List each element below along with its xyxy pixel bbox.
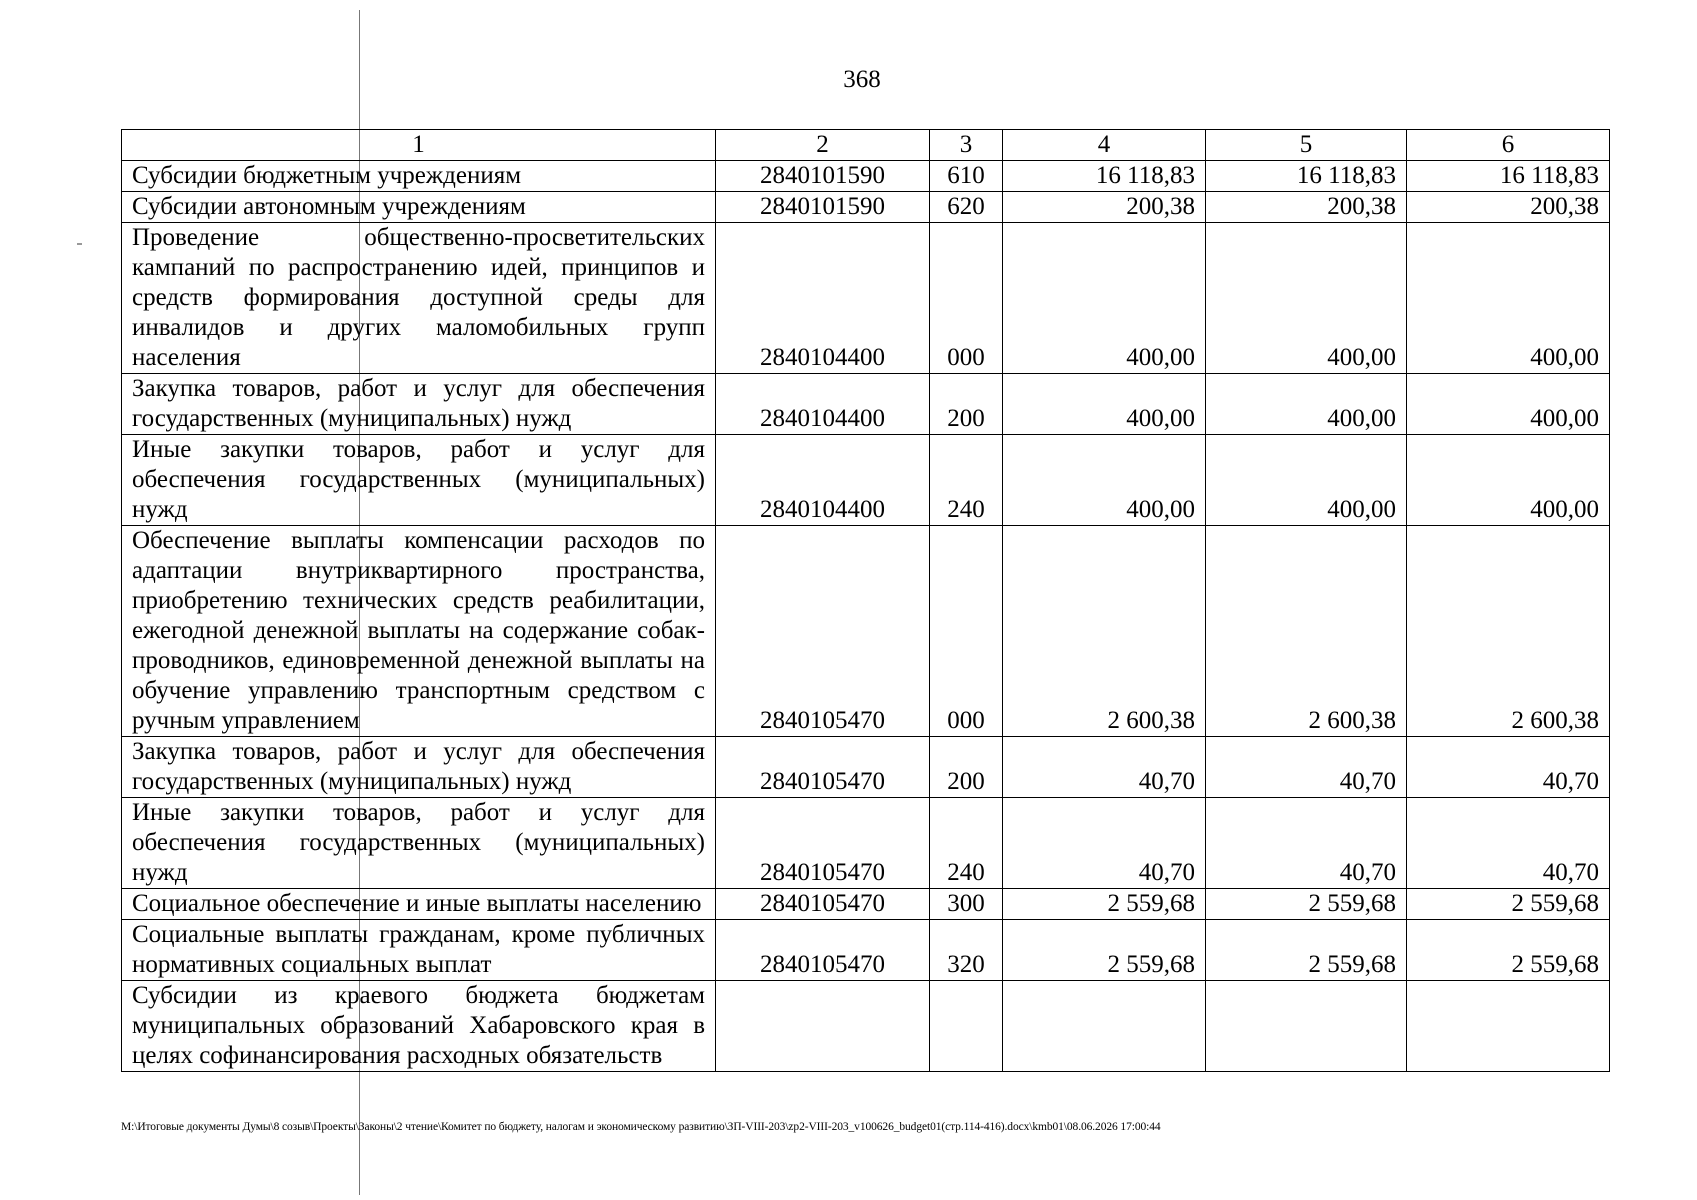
row-name-cell: Иные закупки товаров, работ и услуг для обеспечения государственных (муниципальных) нужд xyxy=(122,798,716,889)
amount-col6-cell: 400,00 xyxy=(1407,223,1610,374)
amount-col4-cell: 16 118,83 xyxy=(1003,161,1206,192)
table-row xyxy=(122,192,1610,223)
target-code-cell: 2840101590 xyxy=(716,161,930,192)
amount-col4-cell: 2 559,68 xyxy=(1003,889,1206,920)
row-name-cell: Субсидии автономным учреждениям xyxy=(122,192,716,223)
amount-col6-cell xyxy=(1407,981,1610,1072)
target-code-cell: 2840105470 xyxy=(716,526,930,737)
amount-col5-cell: 2 559,68 xyxy=(1206,920,1407,981)
amount-col6-cell: 200,38 xyxy=(1407,192,1610,223)
target-code-cell: 2840104400 xyxy=(716,223,930,374)
page-number: 368 xyxy=(843,66,881,93)
table-row xyxy=(122,798,1610,889)
amount-col4-cell: 400,00 xyxy=(1003,374,1206,435)
column-header: 3 xyxy=(930,130,1003,161)
target-code-cell: 2840105470 xyxy=(716,798,930,889)
expense-type-cell xyxy=(930,981,1003,1072)
amount-col4-cell: 400,00 xyxy=(1003,435,1206,526)
expense-type-cell: 240 xyxy=(930,435,1003,526)
amount-col5-cell: 200,38 xyxy=(1206,192,1407,223)
table-row xyxy=(122,161,1610,192)
amount-col6-cell: 40,70 xyxy=(1407,737,1610,798)
amount-col5-cell: 2 600,38 xyxy=(1206,526,1407,737)
amount-col5-cell: 40,70 xyxy=(1206,798,1407,889)
amount-col6-cell: 2 559,68 xyxy=(1407,889,1610,920)
amount-col4-cell xyxy=(1003,981,1206,1072)
amount-col5-cell xyxy=(1206,981,1407,1072)
amount-col4-cell: 200,38 xyxy=(1003,192,1206,223)
amount-col5-cell: 400,00 xyxy=(1206,435,1407,526)
expense-type-cell: 000 xyxy=(930,526,1003,737)
expense-type-cell: 240 xyxy=(930,798,1003,889)
amount-col5-cell: 40,70 xyxy=(1206,737,1407,798)
target-code-cell: 2840105470 xyxy=(716,737,930,798)
table-row xyxy=(122,737,1610,798)
file-path-footer: M:\Итоговые документы Думы\8 созыв\Проекты\Законы\2 чтение\Комитет по бюджету, налогам и экономическому развитию\ЗП-VIII-203\zp2-VIII-203_v100626_budget01(стр.114-416).docx\kmb01\08.06.2026 17:00:44 xyxy=(121,1121,1161,1133)
row-name-cell: Обеспечение выплаты компенсации расходов по адаптации внутриквартирного пространства, приобретению технических средств реабилитации, ежегодной денежной выплаты на содержание собак-проводников, единовременной денежной выплаты на обучение управлению транспортным средством с ручным управлением xyxy=(122,526,716,737)
amount-col6-cell: 400,00 xyxy=(1407,374,1610,435)
table-row xyxy=(122,435,1610,526)
expense-type-cell: 610 xyxy=(930,161,1003,192)
row-name-cell: Социальное обеспечение и иные выплаты населению xyxy=(122,889,716,920)
target-code-cell: 2840105470 xyxy=(716,920,930,981)
amount-col4-cell: 2 600,38 xyxy=(1003,526,1206,737)
amount-col6-cell: 2 559,68 xyxy=(1407,920,1610,981)
row-name-cell: Проведение общественно-просветительских кампаний по распространению идей, принципов и средств формирования доступной среды для инвалидов и других маломобильных групп населения xyxy=(122,223,716,374)
expense-type-cell: 320 xyxy=(930,920,1003,981)
table-row xyxy=(122,920,1610,981)
amount-col5-cell: 16 118,83 xyxy=(1206,161,1407,192)
row-name-cell: Субсидии бюджетным учреждениям xyxy=(122,161,716,192)
scan-artifact-dot xyxy=(77,243,82,245)
amount-col5-cell: 400,00 xyxy=(1206,374,1407,435)
table-row xyxy=(122,223,1610,374)
amount-col6-cell: 40,70 xyxy=(1407,798,1610,889)
column-header: 2 xyxy=(716,130,930,161)
amount-col6-cell: 2 600,38 xyxy=(1407,526,1610,737)
amount-col6-cell: 400,00 xyxy=(1407,435,1610,526)
expense-type-cell: 000 xyxy=(930,223,1003,374)
row-name-cell: Закупка товаров, работ и услуг для обеспечения государственных (муниципальных) нужд xyxy=(122,374,716,435)
target-code-cell: 2840105470 xyxy=(716,889,930,920)
budget-table xyxy=(121,129,1610,1072)
column-header: 1 xyxy=(122,130,716,161)
amount-col6-cell: 16 118,83 xyxy=(1407,161,1610,192)
table-row xyxy=(122,981,1610,1072)
target-code-cell: 2840101590 xyxy=(716,192,930,223)
target-code-cell: 2840104400 xyxy=(716,374,930,435)
column-header: 4 xyxy=(1003,130,1206,161)
expense-type-cell: 620 xyxy=(930,192,1003,223)
expense-type-cell: 200 xyxy=(930,374,1003,435)
table-row xyxy=(122,889,1610,920)
row-name-cell: Закупка товаров, работ и услуг для обеспечения государственных (муниципальных) нужд xyxy=(122,737,716,798)
amount-col4-cell: 2 559,68 xyxy=(1003,920,1206,981)
column-header: 5 xyxy=(1206,130,1407,161)
expense-type-cell: 300 xyxy=(930,889,1003,920)
amount-col5-cell: 400,00 xyxy=(1206,223,1407,374)
table-row xyxy=(122,374,1610,435)
amount-col4-cell: 40,70 xyxy=(1003,798,1206,889)
row-name-cell: Иные закупки товаров, работ и услуг для обеспечения государственных (муниципальных) нужд xyxy=(122,435,716,526)
amount-col5-cell: 2 559,68 xyxy=(1206,889,1407,920)
column-header: 6 xyxy=(1407,130,1610,161)
row-name-cell: Субсидии из краевого бюджета бюджетам муниципальных образований Хабаровского края в целях софинансирования расходных обязательств xyxy=(122,981,716,1072)
row-name-cell: Социальные выплаты гражданам, кроме публичных нормативных социальных выплат xyxy=(122,920,716,981)
amount-col4-cell: 40,70 xyxy=(1003,737,1206,798)
table-header-row xyxy=(122,130,1610,161)
target-code-cell: 2840104400 xyxy=(716,435,930,526)
table-row xyxy=(122,526,1610,737)
amount-col4-cell: 400,00 xyxy=(1003,223,1206,374)
target-code-cell xyxy=(716,981,930,1072)
expense-type-cell: 200 xyxy=(930,737,1003,798)
